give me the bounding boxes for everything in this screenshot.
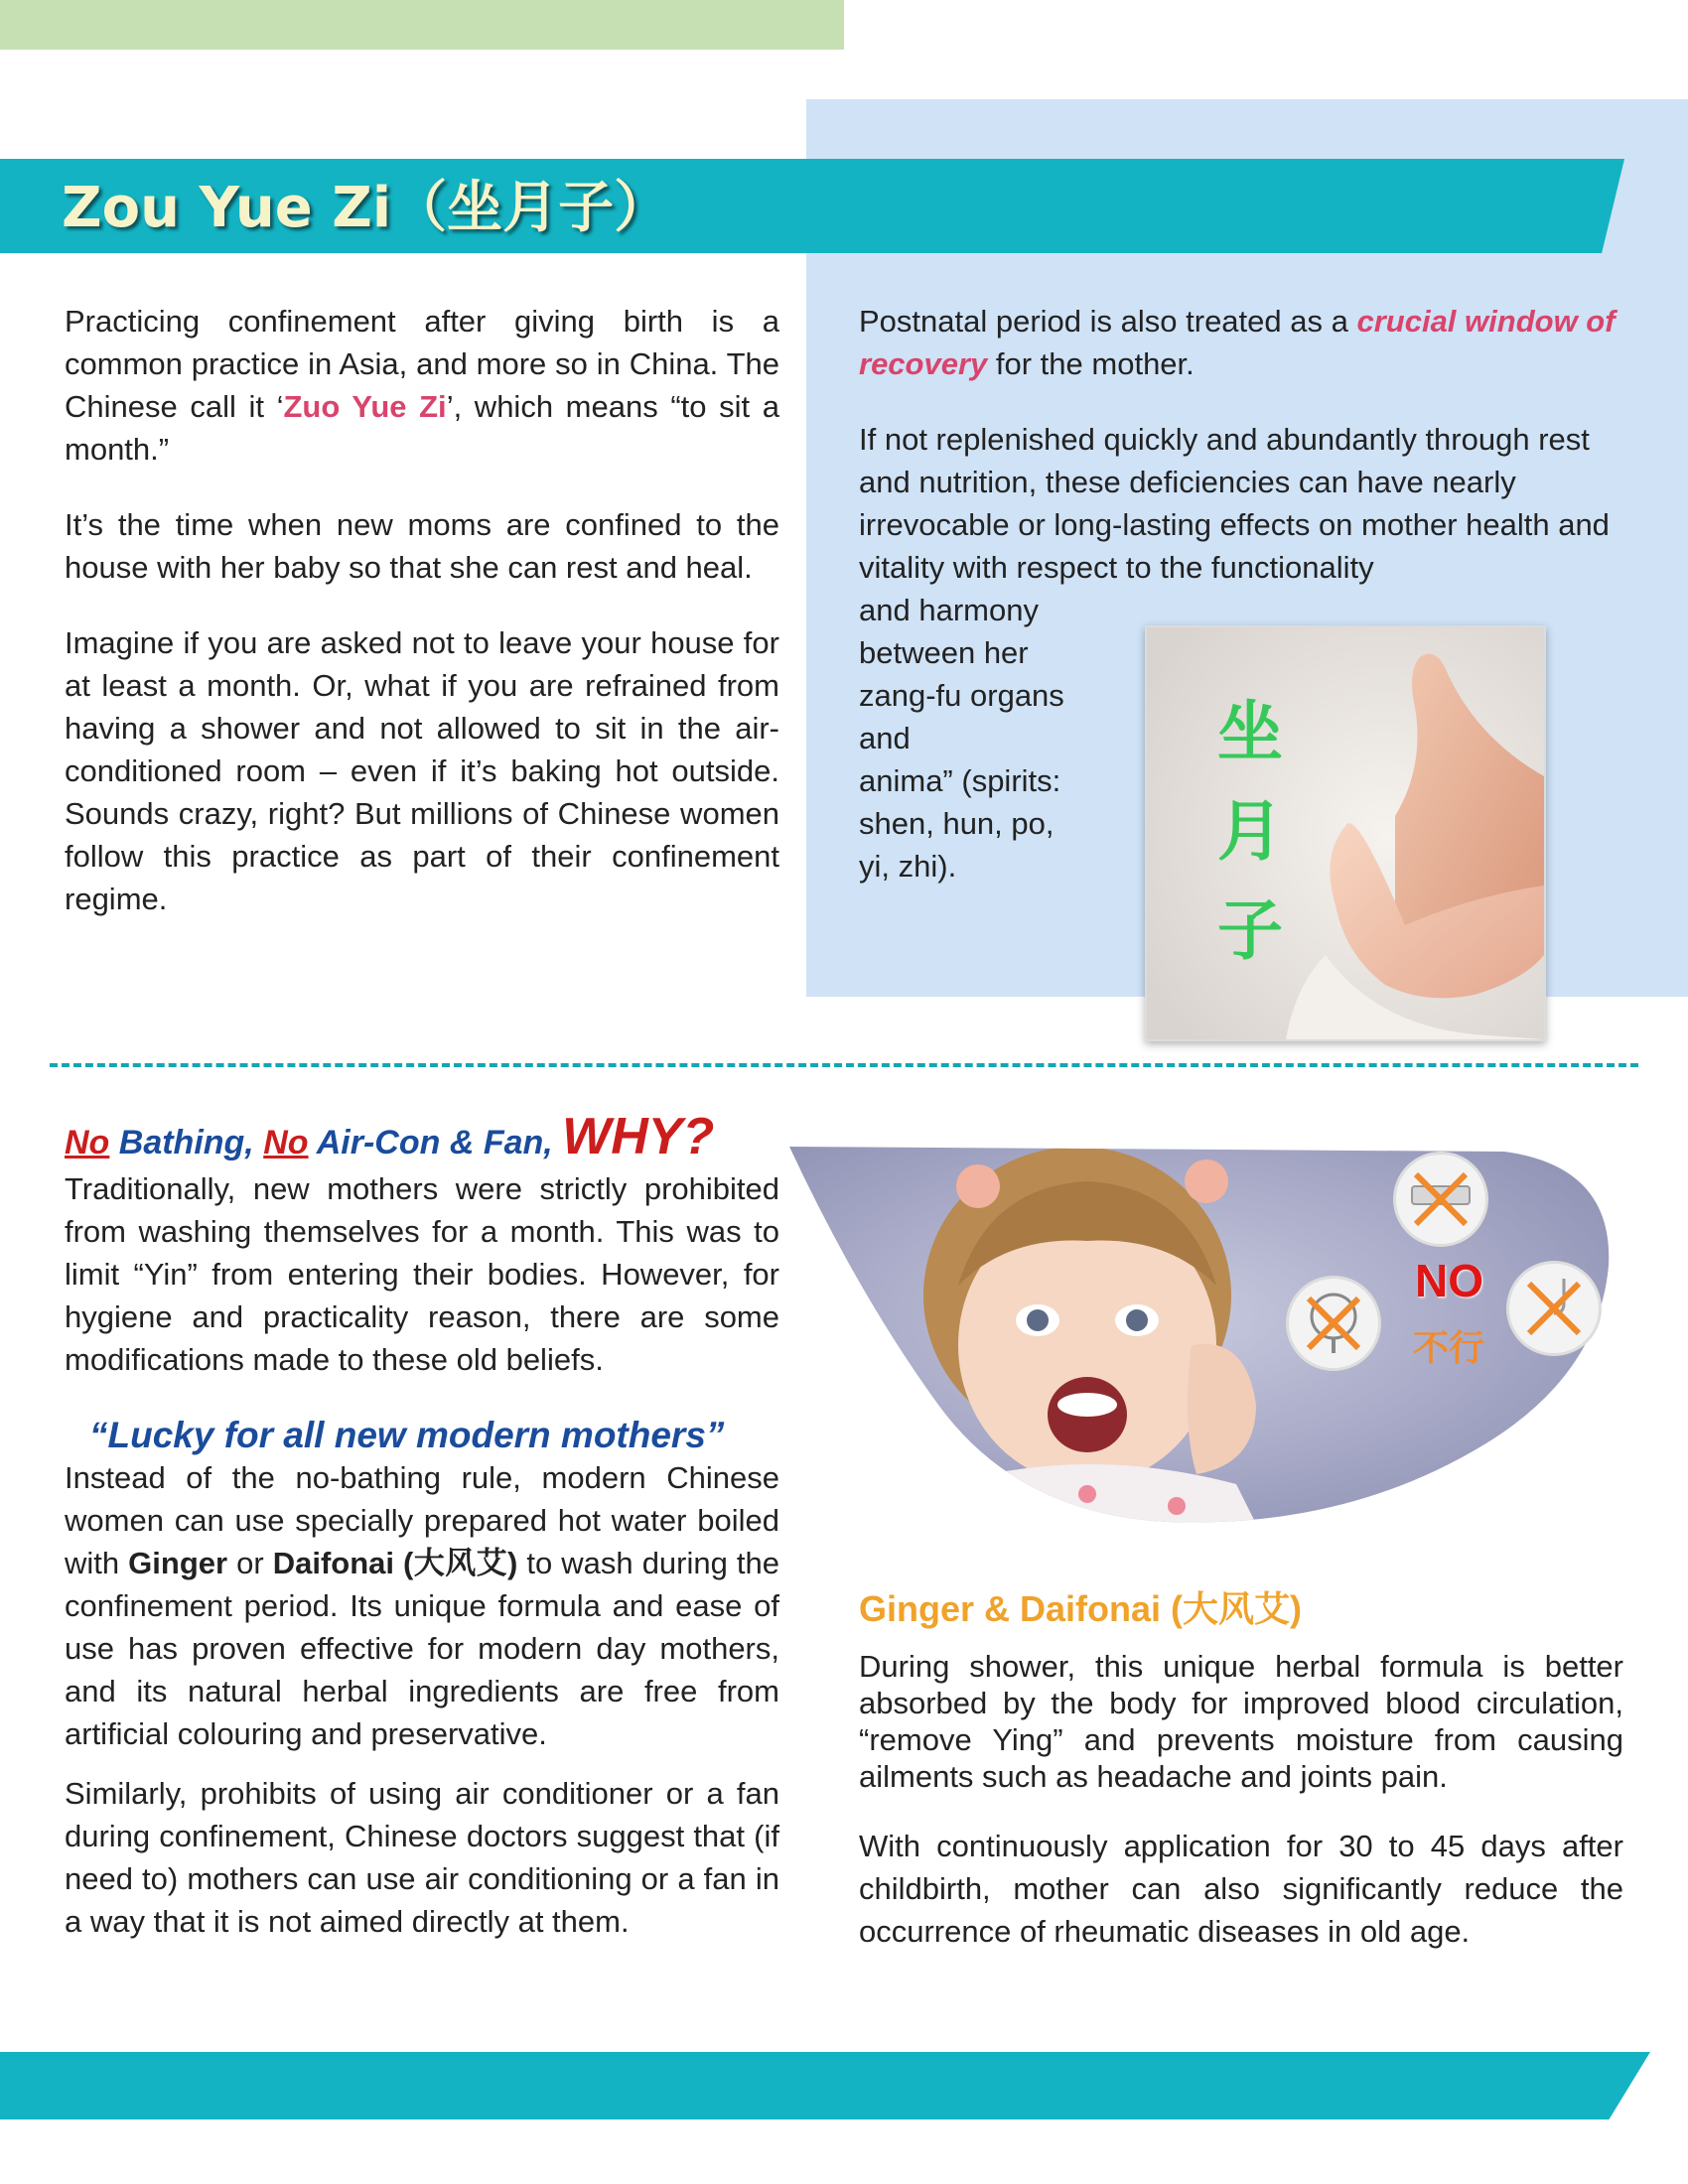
girl-illustration xyxy=(789,1147,1614,1524)
imagine-paragraph: Imagine if you are asked not to leave your house for at least a month. Or, what if you are refrained from having a shower and not allowed to sit in the air-conditioned room – even if it’s baking hot outside. Sounds crazy, right? But millions of Chinese women follow this practice as part of their confinement regime. xyxy=(65,625,779,916)
why-heading: No Bathing, No Air-Con & Fan, WHY? xyxy=(65,1108,715,1165)
section-divider xyxy=(50,1063,1638,1067)
hands-illustration xyxy=(1147,627,1544,1039)
lucky-subheading: “Lucky for all new modern mothers” xyxy=(89,1415,725,1455)
tradition-section xyxy=(65,1167,779,1381)
shower-crossed-icon xyxy=(1506,1261,1602,1356)
ginger-paragraph: Instead of the no-bathing rule, modern Chinese women can use specially prepared hot water boiled with Ginger or Daifonai (大风艾) to wash during the confinement period. Its unique formula and ease of use has proven effective for modern day mothers, and its natural herbal ingredients are free from artificial colouring and preservative. xyxy=(65,1460,779,1751)
recovery-highlight: crucial window of recovery xyxy=(859,304,1616,381)
air-conditioner-crossed-icon xyxy=(1393,1152,1488,1247)
zuo-yue-zi-highlight: Zuo Yue Zi xyxy=(283,389,447,424)
intro-section xyxy=(65,300,779,920)
deficiency-paragraph: If not replenished quickly and abundantly through rest and nutrition, these deficiencies can have nearly irrevocable or long-lasting effects on mother health and vitality with respect to the functionality xyxy=(859,422,1610,585)
no-label: NO xyxy=(1415,1255,1483,1306)
footer-band xyxy=(0,2052,1650,2119)
herbal-section xyxy=(859,1648,1623,1953)
top-accent-bar xyxy=(0,0,844,50)
herbal-paragraph: During shower, this unique herbal formula is better absorbed by the body for improved blood circulation, “remove Ying” and prevents moisture from causing ailments such as headache and joints pain. xyxy=(859,1649,1623,1794)
confined-paragraph: It’s the time when new moms are confined to the house with her baby so that she can rest and heal. xyxy=(65,507,779,585)
tradition-paragraph: Traditionally, new mothers were strictly prohibited from washing themselves for a month. This was to limit “Yin” from entering their bodies. However, for hygiene and practicality reason, there are some modifications made to these old beliefs. xyxy=(65,1171,779,1377)
intro-paragraph: Practicing confinement after giving birth is a common practice in Asia, and more so in China. The Chinese call it ‘Zuo Yue Zi’, which means “to sit a month.” xyxy=(65,304,779,467)
deficiency-paragraph-continued: and harmony between her zang-fu organs and anima” (spirits: shen, hun, po, yi, zhi). xyxy=(859,593,1064,884)
modern-section xyxy=(65,1456,779,1943)
rheumatic-paragraph: With continuously application for 30 to 45 days after childbirth, mother can also significantly reduce the occurrence of rheumatic diseases in old age. xyxy=(859,1829,1623,1949)
aircon-paragraph: Similarly, prohibits of using air conditioner or a fan during confinement, Chinese doctors suggest that (if need to) mothers can use air conditioning or a fan in a way that it is not aimed directly at them. xyxy=(65,1776,779,1939)
fan-crossed-icon xyxy=(1286,1276,1381,1371)
no-chinese-label: 不行 xyxy=(1413,1328,1485,1369)
page-title: Zou Yue Zi（坐月子） xyxy=(62,176,670,240)
ginger-daifonai-heading: Ginger & Daifonai (大风艾) xyxy=(859,1588,1303,1629)
surprised-girl-photo xyxy=(789,1147,1614,1524)
zuo-yue-zi-vertical-text: 坐 月 子 xyxy=(1217,693,1283,969)
hands-photo xyxy=(1145,625,1546,1041)
recovery-paragraph: Postnatal period is also treated as a crucial window of recovery for the mother. xyxy=(859,304,1616,381)
